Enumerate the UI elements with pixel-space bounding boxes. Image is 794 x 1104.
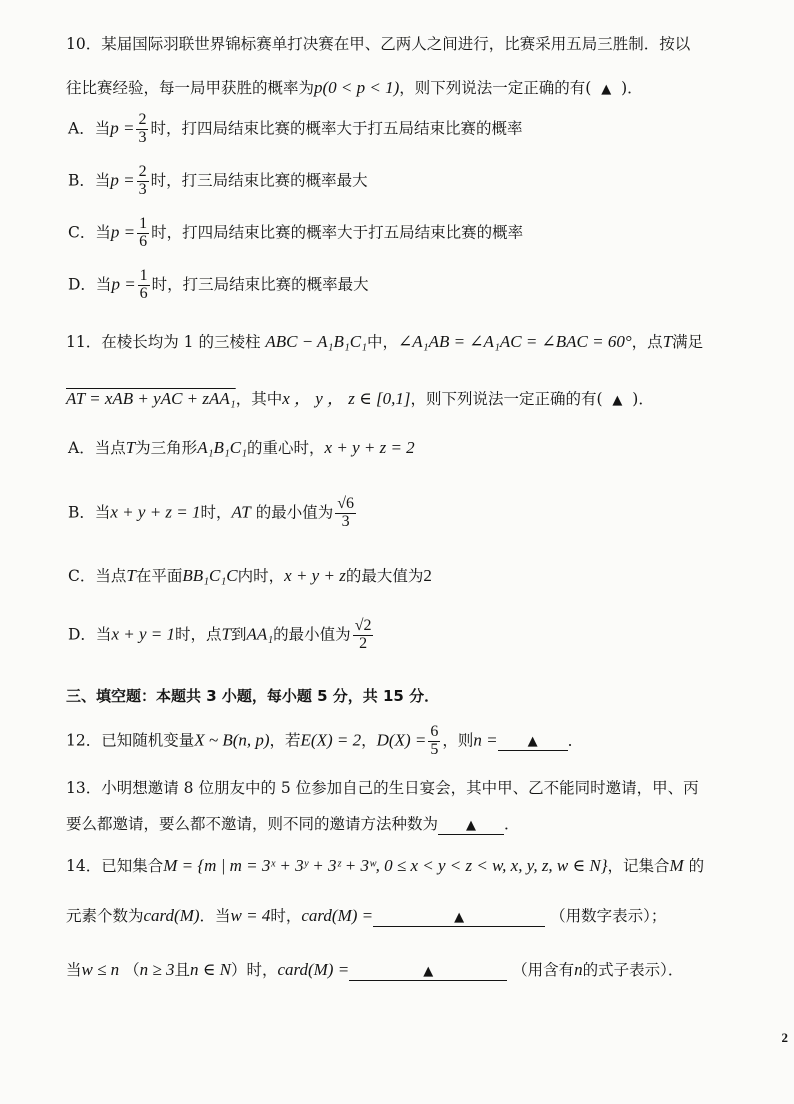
fraction: $\frac{1}{6}$ <box>139 267 148 302</box>
answer-blank[interactable]: ▲ <box>373 909 545 927</box>
answer-blank[interactable]: ▲ <box>438 817 504 835</box>
q10-p-range: p(0 < p < 1) <box>314 78 400 97</box>
q13-line2: 要么都邀请，要么都不邀请，则不同的邀请方法种数为 ▲ ． <box>66 815 520 833</box>
section-title: 三、填空题：本题共 3 小题，每小题 5 分，共 15 分． <box>66 687 440 705</box>
q12: 12．已知随机变量X ~ B(n, p)，若E(X) = 2，D(X) = $\frac{6}{5}$ ，则n = ▲ ． <box>66 723 584 758</box>
fraction: $\frac{2}{3}$ <box>138 163 147 198</box>
fraction: $\frac{√6}{3}$ <box>337 495 354 530</box>
q11-option-d: D．当x + y = 1时，点T到AA₁的最小值为 $\frac{√2}{2}$ <box>68 617 372 652</box>
page-number: 2 <box>781 1030 788 1045</box>
vector-equation: AT = xAB + yAC + zAA₁ <box>66 389 236 408</box>
q11-line1: 11．在棱长均为 1 的三棱柱 ABC − A₁B₁C₁中，∠A₁AB = ∠A₁AC = ∠BAC = 60°，点T满足 <box>66 332 704 351</box>
q13-line1: 13．小明想邀请 8 位朋友中的 5 位参加自己的生日宴会，其中甲、乙不能同时邀请，甲、丙 <box>66 779 699 797</box>
q10-option-a: A．当p = $\frac{2}{3}$ 时，打四局结束比赛的概率大于打五局结束比赛的概率 <box>68 111 523 146</box>
q10-option-d: D．当p = $\frac{1}{6}$ 时，打三局结束比赛的概率最大 <box>68 267 369 302</box>
q11-option-b: B．当x + y + z = 1时，AT 的最小值为 $\frac{√6}{3}$ <box>68 495 354 530</box>
q14-line3: 当w ≤ n （n ≥ 3且n ∈ N）时，card(M) = ▲ （用含有n的式子表示）． <box>66 960 684 979</box>
fraction: $\frac{2}{3}$ <box>138 111 147 146</box>
answer-marker: ▲ <box>601 82 612 97</box>
answer-blank[interactable]: ▲ <box>498 733 568 751</box>
q11-option-a: A．当点T为三角形A₁B₁C₁的重心时，x + y + z = 2 <box>68 438 415 457</box>
fraction: $\frac{6}{5}$ <box>430 723 439 758</box>
q10-line1: 10．某届国际羽联世界锦标赛单打决赛在甲、乙两人之间进行，比赛采用五局三胜制．按以 <box>66 35 691 53</box>
answer-blank[interactable]: ▲ <box>349 963 507 981</box>
answer-marker: ▲ <box>612 393 623 408</box>
q14-line1: 14．已知集合M = {m | m = 3ˣ + 3ʸ + 3ᶻ + 3ʷ, 0 ≤ x < y < z < w, x, y, z, w ∈ N}，记集合M 的 <box>66 856 705 875</box>
q11-line2: AT = xAB + yAC + zAA₁，其中x ， y ， z ∈ [0,1]，则下列说法一定正确的有( ▲ )． <box>66 389 654 408</box>
q14-line2: 元素个数为card(M)．当w = 4时，card(M) = ▲ （用数字表示）； <box>66 906 667 925</box>
fraction: $\frac{√2}{2}$ <box>354 617 372 652</box>
fraction: $\frac{1}{6}$ <box>139 215 148 250</box>
q10-option-b: B．当p = $\frac{2}{3}$ 时，打三局结束比赛的概率最大 <box>68 163 368 198</box>
q10-option-c: C．当p = $\frac{1}{6}$ 时，打四局结束比赛的概率大于打五局结束比赛的概率 <box>68 215 524 250</box>
q11-option-c: C．当点T在平面BB₁C₁C内时，x + y + z的最大值为2 <box>68 566 432 585</box>
q10-line2: 往比赛经验，每一局甲获胜的概率为p(0 < p < 1)，则下列说法一定正确的有( ▲ )． <box>66 78 643 97</box>
